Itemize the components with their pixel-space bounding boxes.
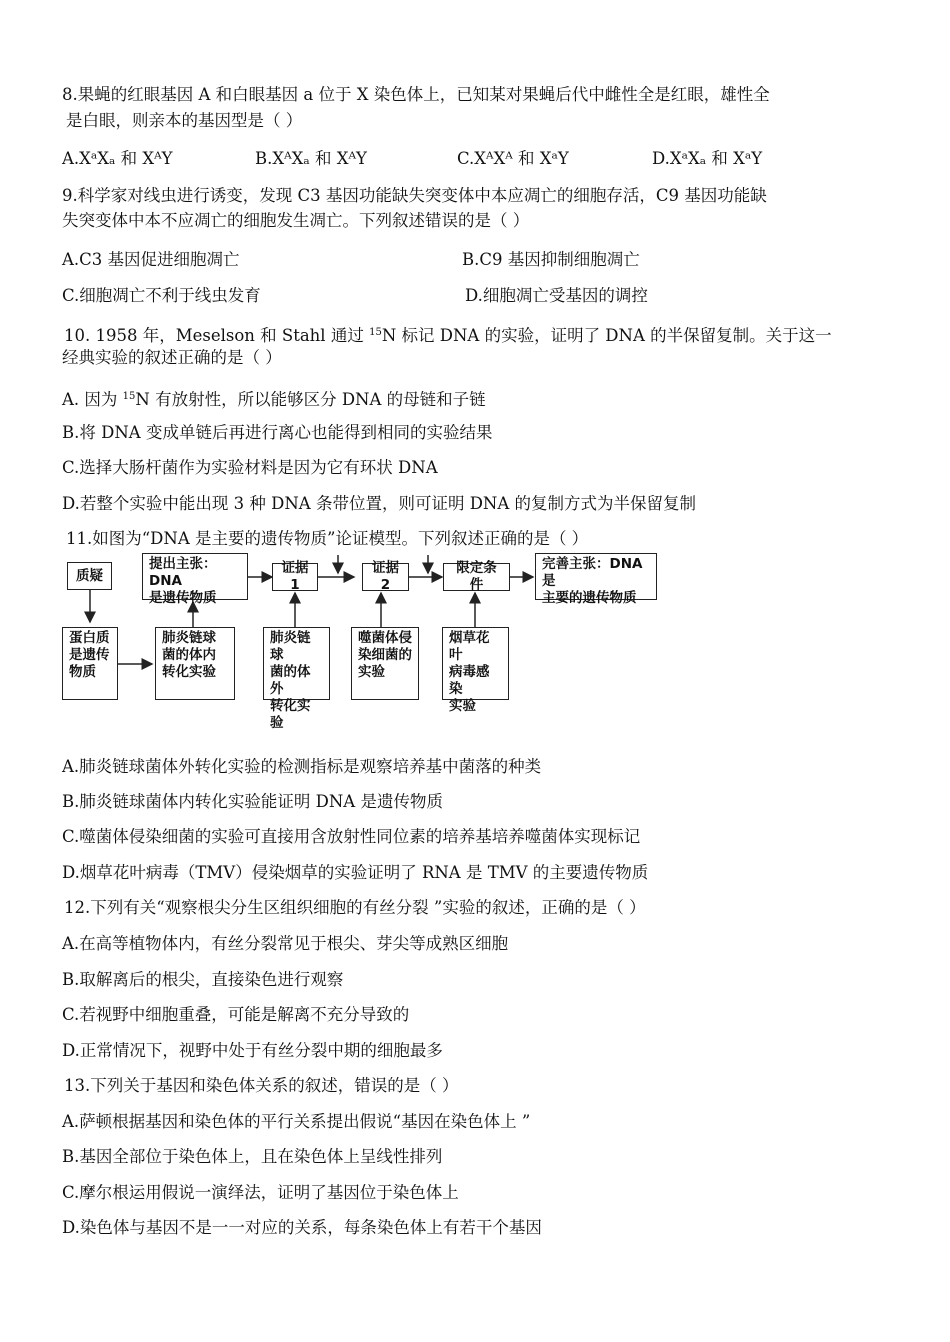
q12-option-c: C.若视野中细胞重叠，可能是解离不充分导致的	[62, 1005, 410, 1024]
q13-stem-line1: 13.下列关于基因和染色体关系的叙述，错误的是（ ）	[64, 1076, 459, 1095]
q13-option-d: D.染色体与基因不是一一对应的关系，每条染色体上有若干个基因	[62, 1218, 542, 1237]
q9-option-d: D.细胞凋亡受基因的调控	[465, 286, 648, 305]
q13-option-c: C.摩尔根运用假说一演绎法，证明了基因位于染色体上	[62, 1183, 459, 1202]
q10-stem-line1: 10. 1958 年，Meselson 和 Stahl 通过 $^{15}$N 标记 DNA 的实验，证明了 DNA 的半保留复制。关于这一	[64, 326, 832, 345]
q9-stem-line1: 9.科学家对线虫进行诱变，发现 C3 基因功能缺失突变体中本应凋亡的细胞存活，C9 基因功能缺	[62, 186, 767, 205]
q13-option-b: B.基因全部位于染色体上，且在染色体上呈线性排列	[62, 1147, 443, 1166]
q9-option-b: B.C9 基因抑制细胞凋亡	[462, 250, 640, 269]
q9-stem-line2: 失突变体中本不应凋亡的细胞发生凋亡。下列叙述错误的是（ ）	[62, 211, 530, 230]
q12-option-d: D.正常情况下，视野中处于有丝分裂中期的细胞最多	[62, 1041, 443, 1060]
q10-stem-line2: 经典实验的叙述正确的是（ ）	[62, 348, 282, 367]
q8-option-a: A.XᵃXₐ 和 XᴬY	[62, 149, 173, 168]
q10-option-a: A. 因为 $^{15}$N 有放射性，所以能够区分 DNA 的母链和子链	[62, 390, 486, 409]
q8-option-c: C.XᴬXᴬ 和 XᵃY	[457, 149, 569, 168]
node-condition: 限定条件	[443, 563, 510, 591]
node-protein: 蛋白质 是遗传 物质	[62, 627, 118, 700]
node-evidence1: 证据1	[272, 563, 318, 591]
q10-option-b: B.将 DNA 变成单链后再进行离心也能得到相同的实验结果	[62, 423, 493, 442]
q9-option-a: A.C3 基因促进细胞凋亡	[62, 250, 240, 269]
q12-option-a: A.在高等植物体内，有丝分裂常见于根尖、芽尖等成熟区细胞	[62, 934, 509, 953]
node-phage: 噬菌体侵 染细菌的 实验	[351, 627, 419, 700]
node-evidence2: 证据2	[362, 563, 409, 591]
q10-option-d: D.若整个实验中能出现 3 种 DNA 条带位置，则可证明 DNA 的复制方式为半保留复制	[62, 494, 697, 513]
q12-stem-line1: 12.下列有关“观察根尖分生区组织细胞的有丝分裂 ”实验的叙述，正确的是（ ）	[64, 898, 646, 917]
q10-option-c: C.选择大肠杆菌作为实验材料是因为它有环状 DNA	[62, 458, 438, 477]
q9-option-c: C.细胞凋亡不利于线虫发育	[62, 286, 261, 305]
q8-stem-line2: 是白眼，则亲本的基因型是（ ）	[66, 111, 303, 130]
q13-option-a: A.萨顿根据基因和染色体的平行关系提出假说“基因在染色体上 ”	[62, 1112, 531, 1131]
node-in-vivo: 肺炎链球 菌的体内 转化实验	[155, 627, 235, 700]
q11-stem-line1: 11.如图为“DNA 是主要的遗传物质”论证模型。下列叙述正确的是（ ）	[66, 529, 589, 548]
q11-option-b: B.肺炎链球菌体内转化实验能证明 DNA 是遗传物质	[62, 792, 443, 811]
node-doubt: 质疑	[67, 562, 112, 590]
q8-option-b: B.XᴬXₐ 和 XᴬY	[255, 149, 367, 168]
node-in-vitro: 肺炎链球 菌的体外 转化实验	[263, 627, 330, 700]
node-claim: 提出主张：DNA 是遗传物质	[142, 553, 248, 600]
q11-option-a: A.肺炎链球菌体外转化实验的检测指标是观察培养基中菌落的种类	[62, 757, 542, 776]
node-tmv: 烟草花叶 病毒感染 实验	[442, 627, 509, 700]
q8-option-d: D.XᵃXₐ 和 XᵃY	[652, 149, 763, 168]
q11-option-d: D.烟草花叶病毒（TMV）侵染烟草的实验证明了 RNA 是 TMV 的主要遗传物质	[62, 863, 649, 882]
q12-option-b: B.取解离后的根尖，直接染色进行观察	[62, 970, 344, 989]
q11-option-c: C.噬菌体侵染细菌的实验可直接用含放射性同位素的培养基培养噬菌体实现标记	[62, 827, 641, 846]
q8-stem-line1: 8.果蝇的红眼基因 A 和白眼基因 a 位于 X 染色体上，已知某对果蝇后代中雌性全是红眼，雄性全	[62, 85, 770, 104]
node-final-claim: 完善主张：DNA是 主要的遗传物质	[535, 553, 657, 600]
